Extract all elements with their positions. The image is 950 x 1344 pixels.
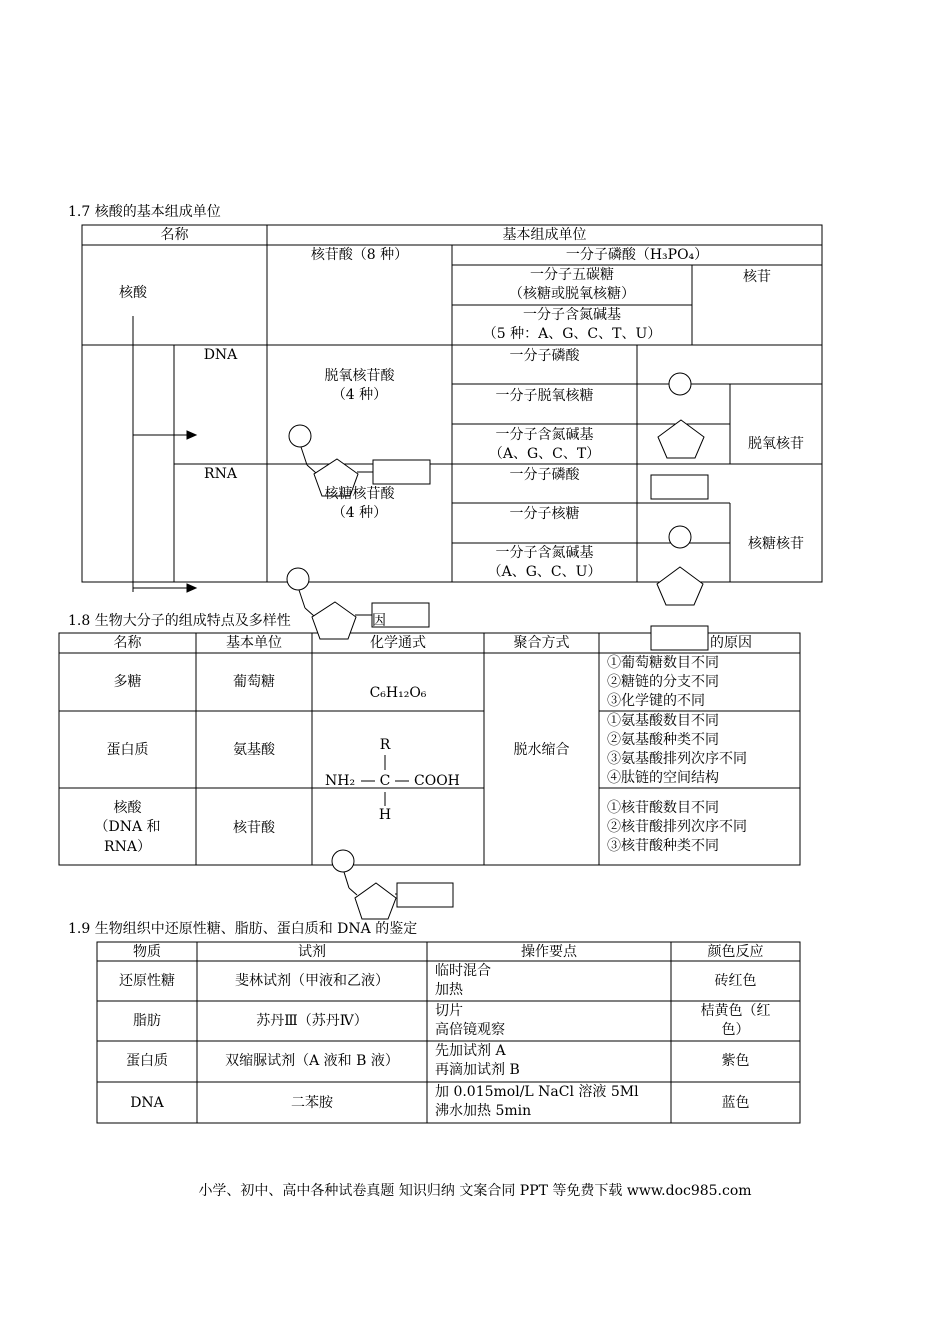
table-row-reagent: 苏丹Ⅲ（苏丹Ⅳ）: [256, 1013, 368, 1029]
table-row-op2: 再滴加试剂 B: [435, 1062, 520, 1078]
section-1-7-title: 1.7 核酸的基本组成单位: [68, 204, 221, 220]
t19-header-reagent: 试剂: [298, 944, 326, 960]
polysaccharide-label: 多糖: [113, 674, 142, 690]
dna-base: 一分子含氮碱基: [495, 427, 594, 443]
dna-phosphate: 一分子磷酸: [509, 348, 580, 364]
table-row-color: 蓝色: [721, 1095, 750, 1111]
table-row-substance: DNA: [130, 1095, 164, 1111]
nucleotide-8-label: 核苷酸（8 种）: [310, 247, 409, 263]
pentose-line1: 一分子五碳糖: [530, 267, 614, 283]
protein-reason-4: ④肽链的空间结构: [607, 770, 719, 786]
dna-deoxyribose: 一分子脱氧核糖: [495, 388, 594, 404]
dna-bases-list: （A、G、C、T）: [488, 446, 601, 462]
ribo-four-kinds: （4 种）: [331, 505, 388, 521]
nucleic-reason-1: ①核苷酸数目不同: [607, 800, 719, 816]
protein-label: 蛋白质: [106, 742, 149, 758]
table-row-reagent: 双缩脲试剂（A 液和 B 液）: [225, 1053, 399, 1069]
formula-r: R: [379, 737, 391, 753]
pentose-line2: （核糖或脱氧核糖）: [509, 286, 635, 302]
t18-header-unit: 基本单位: [226, 635, 282, 651]
table-row-color-2: 色）: [721, 1022, 750, 1038]
poly-reason-3: ③化学键的不同: [607, 693, 705, 709]
table-row-substance: 蛋白质: [126, 1053, 168, 1069]
deoxy-four-kinds: （4 种）: [331, 387, 388, 403]
rna-ribose: 一分子核糖: [509, 506, 580, 522]
poly-reason-1: ①葡萄糖数目不同: [607, 655, 719, 671]
table-row-color: 砖红色: [714, 973, 757, 989]
protein-reason-2: ②氨基酸种类不同: [607, 732, 719, 748]
formula-c: C: [379, 773, 391, 789]
deoxy-nucleotide-label: 脱氧核苷酸: [324, 368, 395, 384]
section-1-8-title-b: 因: [372, 613, 386, 629]
table-row-op1: 临时混合: [435, 963, 491, 979]
nucleic-reason-2: ②核苷酸排列次序不同: [607, 819, 747, 835]
nucleotide-unit-label: 核苷酸: [233, 820, 275, 836]
section-1-9-title: 1.9 生物组织中还原性糖、脂肪、蛋白质和 DNA 的鉴定: [68, 921, 418, 937]
t19-header-color: 颜色反应: [707, 944, 764, 960]
nucleic-line1: 核酸: [113, 800, 142, 816]
nucleic-reason-3: ③核苷酸种类不同: [607, 838, 719, 854]
table-row-substance: 脂肪: [133, 1013, 161, 1029]
table-row-color: 桔黄色（红: [700, 1003, 771, 1019]
deoxy-nucleoside-label: 脱氧核苷: [748, 436, 804, 452]
nucleic-acid-label: 核酸: [119, 285, 147, 301]
protein-reason-1: ①氨基酸数目不同: [607, 713, 719, 729]
ribo-nucleoside-label: 核糖核苷: [748, 536, 804, 552]
formula-cooh: COOH: [414, 773, 460, 789]
header-unit: 基本组成单位: [502, 227, 587, 243]
table-row-color: 紫色: [721, 1053, 750, 1069]
t18-header-formula: 化学通式: [370, 635, 426, 651]
formula-h: H: [378, 807, 392, 823]
table-row-op2: 沸水加热 5min: [435, 1103, 532, 1119]
nucleotide-glyph-3: [332, 850, 453, 919]
t18-header-reason: 的原因: [710, 635, 752, 651]
table-row-op1: 加 0.015mol/L NaCl 溶液 5Ml: [435, 1084, 639, 1100]
rna-bases-list: （A、G、C、U）: [487, 564, 602, 580]
table-row-op1: 切片: [435, 1003, 463, 1019]
table-row-op1: 先加试剂 A: [435, 1043, 506, 1059]
t19-header-substance: 物质: [133, 944, 161, 960]
t18-header-name: 名称: [113, 635, 142, 651]
table-row-op2: 加热: [435, 982, 463, 998]
table-row-substance: 还原性糖: [119, 973, 175, 989]
glucose-formula: C₆H₁₂O₆: [369, 685, 427, 701]
footer-text: 小学、初中、高中各种试卷真题 知识归纳 文案合同 PPT 等免费下载 www.doc985.com: [198, 1183, 752, 1199]
base-line2: （5 种：A、G、C、T、U）: [482, 326, 662, 342]
phosphate-formula: 一分子磷酸（H₃PO₄）: [565, 247, 709, 263]
amino-acid-label: 氨基酸: [233, 742, 275, 758]
base-line1: 一分子含氮碱基: [523, 307, 621, 323]
nucleic-line2: （DNA 和: [94, 819, 161, 835]
glucose-label: 葡萄糖: [233, 674, 275, 690]
t18-header-polymerization: 聚合方式: [513, 635, 570, 651]
section-1-8-title-a: 1.8 生物大分子的组成特点及多样性: [68, 613, 291, 629]
rna-label: RNA: [204, 466, 237, 482]
formula-nh2: NH₂: [325, 773, 356, 789]
rna-base: 一分子含氮碱基: [495, 545, 594, 561]
table-row-reagent: 二苯胺: [291, 1095, 333, 1111]
dna-label: DNA: [203, 347, 238, 363]
t19-header-operation: 操作要点: [521, 944, 577, 960]
rna-phosphate: 一分子磷酸: [509, 467, 580, 483]
protein-reason-3: ③氨基酸排列次序不同: [607, 751, 747, 767]
nucleoside-label: 核苷: [743, 269, 771, 285]
nucleotide-glyph-2: [287, 568, 429, 639]
poly-reason-2: ②糖链的分支不同: [607, 674, 719, 690]
dehydration-label: 脱水缩合: [513, 742, 570, 758]
ribo-nucleotide-label: 核糖核苷酸: [324, 486, 395, 502]
nucleic-line3: RNA）: [104, 839, 151, 855]
table-row-reagent: 斐林试剂（甲液和乙液）: [235, 973, 389, 989]
header-name: 名称: [160, 227, 189, 243]
table-row-op2: 高倍镜观察: [435, 1022, 505, 1038]
